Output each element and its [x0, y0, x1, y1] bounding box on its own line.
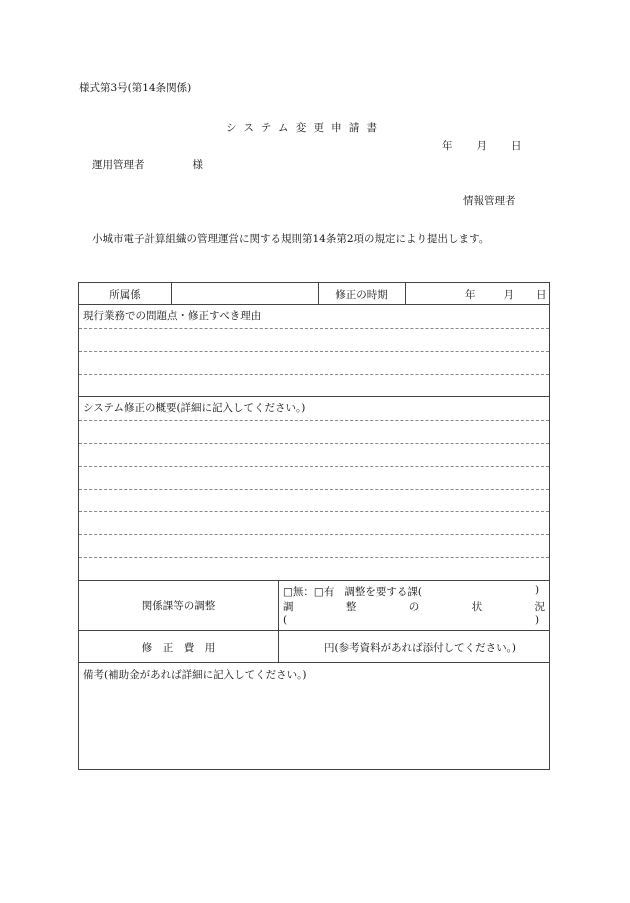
form-reference: 様式第3号(第14条関係)	[79, 82, 192, 94]
status-char: 調	[283, 601, 294, 613]
coordination-status-field[interactable]	[291, 612, 531, 628]
revision-day-label: 日	[536, 289, 547, 301]
divider	[79, 304, 549, 305]
department-label: 所属係	[109, 289, 141, 301]
coordination-line-1	[283, 584, 422, 599]
document-title: システム変更申請書	[226, 122, 385, 134]
coordination-dept-label: 調整を要する課(	[344, 586, 422, 598]
coordination-yes-checkbox[interactable]: □有	[313, 586, 335, 598]
divider	[79, 630, 549, 631]
coordination-paren-close: )	[535, 614, 540, 626]
status-char: の	[408, 601, 420, 613]
divider	[278, 580, 279, 662]
cost-amount-field[interactable]	[281, 633, 321, 659]
divider	[171, 283, 172, 304]
coordination-paren-close: )	[535, 584, 540, 596]
overview-field[interactable]	[79, 415, 549, 580]
divider	[79, 662, 549, 663]
date-month-label: 月	[476, 140, 487, 152]
overview-label: システム修正の概要(詳細に記入してください。)	[83, 402, 306, 414]
divider	[405, 283, 406, 304]
status-char: 況	[534, 601, 545, 613]
cost-unit-note: 円(参考資料があれば添付してください。)	[324, 642, 516, 654]
remarks-field[interactable]	[79, 683, 549, 767]
divider	[79, 580, 549, 581]
divider	[79, 396, 549, 397]
coordination-label: 関係課等の調整	[141, 600, 216, 612]
revision-year-label: 年	[465, 289, 476, 301]
status-char: 整	[345, 601, 357, 613]
submission-statement: 小城市電子計算組織の管理運営に関する規則第14条第2項の規定により提出します。	[92, 233, 490, 245]
addressee-title: 運用管理者	[92, 159, 145, 171]
status-char: 状	[471, 601, 483, 613]
remarks-label: 備考(補助金があれば詳細に記入してください。)	[83, 669, 307, 681]
cost-label: 修 正 費 用	[141, 642, 216, 654]
submitter: 情報管理者	[463, 195, 516, 207]
revision-time-label: 修正の時期	[335, 289, 388, 301]
coordination-none-checkbox[interactable]: □無：	[283, 586, 314, 598]
problems-label: 現行業務での問題点・修正すべき理由	[83, 310, 262, 322]
coordination-paren-open: (	[283, 614, 288, 626]
application-date	[442, 138, 522, 153]
application-table	[78, 282, 550, 770]
revision-date-field[interactable]	[465, 287, 547, 302]
problems-field[interactable]	[79, 323, 549, 396]
date-year-label: 年	[442, 140, 453, 152]
addressee	[92, 157, 203, 172]
date-day-label: 日	[511, 140, 522, 152]
addressee-honorific: 様	[192, 159, 203, 171]
revision-month-label: 月	[503, 289, 514, 301]
